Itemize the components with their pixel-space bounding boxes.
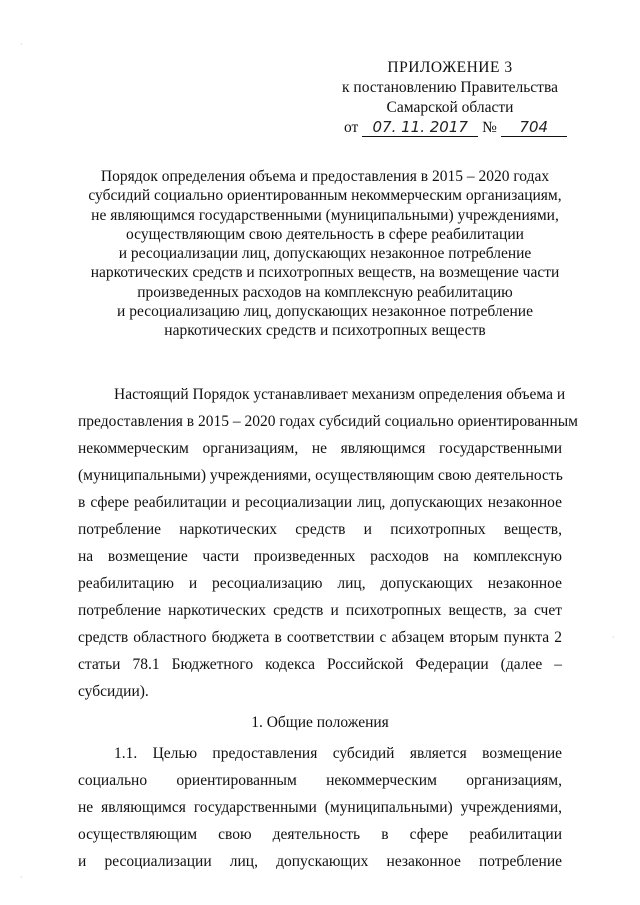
paragraph-line: 1.1. Целью предоставления субсидий является возмещение xyxy=(114,745,562,762)
paragraph-line: статьи 78.1 Бюджетного кодекса Российской Федерации (далее – xyxy=(78,656,562,673)
heading-line: субсидий социально ориентированным некоммерческим организациям, xyxy=(88,187,562,205)
number-sign: № xyxy=(482,119,497,136)
scan-speck: · xyxy=(20,40,23,49)
paragraph-line: не являющимся государственными (муниципальными) учреждениями, xyxy=(78,799,562,816)
heading-line: Порядок определения объема и предоставления в 2015 – 2020 годах xyxy=(100,168,550,185)
paragraph-line: субсидии). xyxy=(78,683,149,700)
heading-line: и ресоциализации лиц, допускающих незаконное потребление xyxy=(118,245,532,263)
clause-paragraph xyxy=(78,740,562,875)
paragraph-line: потребление наркотических средств и психотропных веществ, за счет xyxy=(78,602,562,619)
paragraph-line: социально ориентированным некоммерческим организациям, xyxy=(78,772,562,789)
paragraph-line: некоммерческим организациям, не являющимся государственными xyxy=(78,440,562,457)
appendix-line: к постановлению Правительства xyxy=(342,79,558,96)
appendix-dateline xyxy=(330,118,570,138)
heading-line: наркотических средств и психотропных веществ xyxy=(164,322,486,340)
paragraph-line: в сфере реабилитации и ресоциализации лиц, допускающих незаконное xyxy=(78,494,562,511)
paragraph-line: предоставления в 2015 – 2020 годах субсидий социально ориентированным xyxy=(78,413,578,430)
document-body xyxy=(78,381,578,875)
appendix-line: Самарской области xyxy=(386,99,514,116)
handwritten-date: 07. 11. 2017 xyxy=(362,118,478,137)
paragraph-line: на возмещение части произведенных расходов на комплексную xyxy=(78,548,562,565)
paragraph-line: и ресоциализации лиц, допускающих незаконное потребление xyxy=(78,853,562,870)
paragraph-line: средств областного бюджета в соответствии с абзацем вторым пункта 2 xyxy=(78,629,562,646)
scan-speck: · xyxy=(612,633,615,642)
heading-line: наркотических средств и психотропных веществ, на возмещение части xyxy=(90,264,560,282)
heading-line: не являющимся государственными (муниципальными) учреждениями, xyxy=(91,206,559,224)
heading-line: осуществляющим свою деятельность в сфере реабилитации xyxy=(126,225,524,243)
paragraph-line: реабилитацию и ресоциализацию лиц, допускающих незаконное xyxy=(78,575,562,592)
heading-line: и ресоциализацию лиц, допускающих незаконное потребление xyxy=(117,303,533,321)
appendix-title: ПРИЛОЖЕНИЕ 3 xyxy=(387,59,513,76)
heading-line: произведенных расходов на комплексную реабилитацию xyxy=(137,283,513,301)
paragraph-line: Настоящий Порядок устанавливает механизм определения объема и xyxy=(114,386,566,403)
handwritten-number: 704 xyxy=(501,118,567,137)
scan-speck: · xyxy=(20,873,23,882)
date-prefix: от xyxy=(344,119,359,136)
paragraph-line: осуществляющим свою деятельность в сфере реабилитации xyxy=(78,826,562,843)
appendix-block xyxy=(330,58,570,138)
paragraph-line: (муниципальными) учреждениями, осуществляющим свою деятельность xyxy=(78,467,563,484)
paragraph-line: потребление наркотических средств и психотропных веществ, xyxy=(78,521,562,538)
section-title: 1. Общие положения xyxy=(251,714,389,731)
intro-paragraph xyxy=(78,381,578,705)
document-heading xyxy=(60,167,590,341)
